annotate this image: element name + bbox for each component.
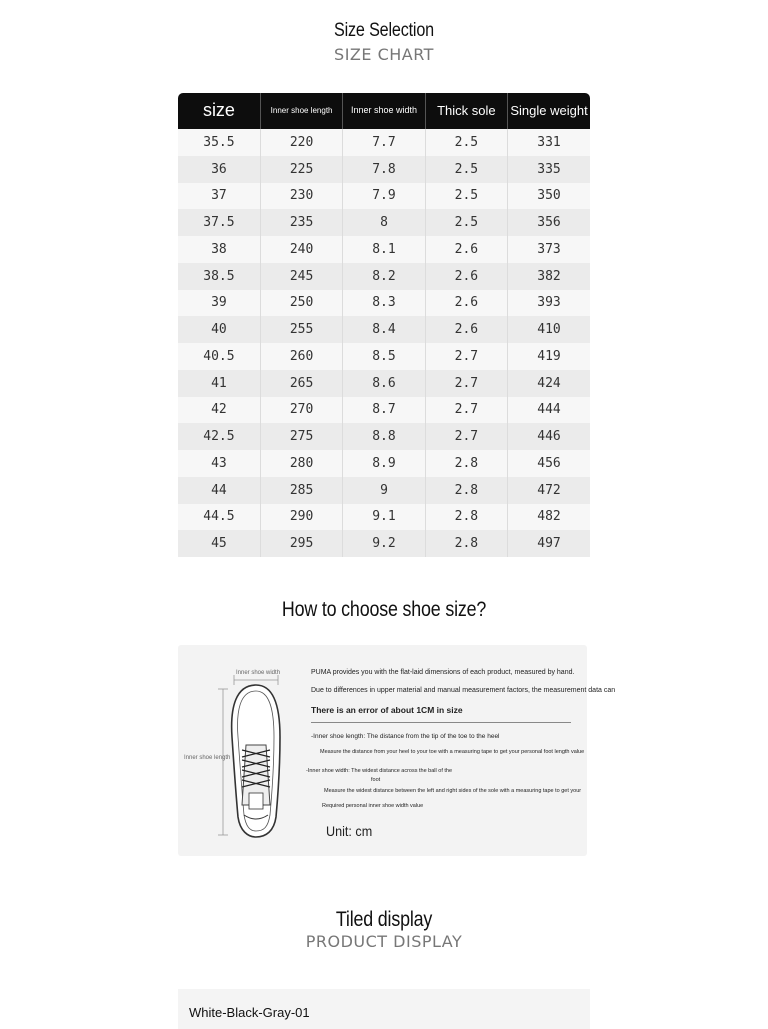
table-cell: 350 [508,183,590,210]
table-cell: 373 [508,236,590,263]
table-cell: 285 [260,477,342,504]
table-cell: 8.4 [343,316,425,343]
table-row [178,477,590,504]
table-cell: 8.2 [343,263,425,290]
table-cell: 8.3 [343,290,425,317]
table-cell: 8.5 [343,343,425,370]
product-display-subtitle: PRODUCT DISPLAY [305,932,463,951]
variant-bar [178,989,590,1029]
table-cell: 2.8 [425,450,507,477]
table-row [178,450,590,477]
table-row [178,129,590,156]
size-chart-subtitle: SIZE CHART [334,45,434,64]
measurement-guide-panel [178,645,616,856]
table-cell: 260 [260,343,342,370]
table-cell: 44 [178,477,260,504]
table-cell: 2.7 [425,370,507,397]
table-row [178,209,590,236]
table-cell: 2.8 [425,530,507,557]
table-cell: 38 [178,236,260,263]
table-cell: 42.5 [178,423,260,450]
table-cell: 225 [260,156,342,183]
guide-line-5: Measure the distance from your heel to your toe with a measuring tape to get your personal foot length value [320,749,585,755]
table-cell: 7.8 [343,156,425,183]
table-cell: 265 [260,370,342,397]
table-cell: 444 [508,397,590,424]
table-cell: 2.6 [425,290,507,317]
table-cell: 270 [260,397,342,424]
table-cell: 419 [508,343,590,370]
inner-length-label: Inner shoe length [184,755,231,761]
table-cell: 2.5 [425,156,507,183]
guide-line-8: Required personal inner shoe width value [322,803,424,809]
table-cell: 8.6 [343,370,425,397]
guide-line-2: Due to differences in upper material and manual measurement factors, the measurement data can [311,687,616,694]
table-row [178,156,590,183]
table-cell: 39 [178,290,260,317]
table-cell: 2.7 [425,343,507,370]
table-cell: 7.9 [343,183,425,210]
table-cell: 290 [260,504,342,531]
table-cell: 8.7 [343,397,425,424]
table-cell: 9.2 [343,530,425,557]
table-cell: 37 [178,183,260,210]
variant-label: White-Black-Gray-01 [189,1005,310,1020]
size-selection-title: Size Selection [334,20,434,41]
table-cell: 36 [178,156,260,183]
table-cell: 2.7 [425,397,507,424]
guide-line-1: PUMA provides you with the flat-laid dimensions of each product, measured by hand. [311,669,575,676]
table-cell: 2.7 [425,423,507,450]
inner-width-label: Inner shoe width [236,670,281,676]
table-cell: 9.1 [343,504,425,531]
tiled-display-title: Tiled display [335,908,433,931]
guide-line-6: -Inner shoe width: The widest distance across the ball of the [306,768,453,774]
table-cell: 280 [260,450,342,477]
guide-line-4: -Inner shoe length: The distance from the tip of the toe to the heel [311,733,500,740]
table-cell: 41 [178,370,260,397]
header-thick-sole: Thick sole [425,93,507,129]
table-cell: 410 [508,316,590,343]
table-cell: 2.6 [425,236,507,263]
table-cell: 446 [508,423,590,450]
table-cell: 275 [260,423,342,450]
table-cell: 235 [260,209,342,236]
table-cell: 2.5 [425,129,507,156]
table-row [178,423,590,450]
table-row [178,236,590,263]
table-cell: 335 [508,156,590,183]
table-cell: 393 [508,290,590,317]
table-cell: 220 [260,129,342,156]
table-cell: 424 [508,370,590,397]
table-row [178,530,590,557]
table-cell: 2.8 [425,477,507,504]
table-cell: 245 [260,263,342,290]
table-cell: 35.5 [178,129,260,156]
header-inner-width: Inner shoe width [343,93,425,129]
table-cell: 40 [178,316,260,343]
table-cell: 44.5 [178,504,260,531]
table-cell: 356 [508,209,590,236]
table-cell: 230 [260,183,342,210]
how-to-choose-title: How to choose shoe size? [281,598,487,621]
header-single-weight: Single weight [508,93,590,129]
table-row [178,370,590,397]
table-cell: 382 [508,263,590,290]
table-cell: 38.5 [178,263,260,290]
table-row [178,397,590,424]
table-cell: 8 [343,209,425,236]
divider [311,722,571,723]
table-cell: 2.6 [425,316,507,343]
table-cell: 472 [508,477,590,504]
guide-line-6b: foot [371,777,381,783]
table-cell: 2.6 [425,263,507,290]
table-row [178,504,590,531]
table-cell: 43 [178,450,260,477]
header-size: size [178,93,260,129]
table-cell: 45 [178,530,260,557]
table-cell: 42 [178,397,260,424]
table-cell: 255 [260,316,342,343]
table-cell: 7.7 [343,129,425,156]
table-row [178,316,590,343]
table-header-row [178,93,590,129]
table-cell: 2.5 [425,209,507,236]
guide-line-3: There is an error of about 1CM in size [311,705,463,715]
table-cell: 2.5 [425,183,507,210]
table-cell: 2.8 [425,504,507,531]
table-cell: 8.9 [343,450,425,477]
table-cell: 331 [508,129,590,156]
table-row [178,290,590,317]
unit-label: Unit: cm [326,823,373,839]
table-cell: 40.5 [178,343,260,370]
guide-line-7: Measure the widest distance between the left and right sides of the sole with a measuring tape to get your [324,788,582,794]
table-cell: 8.1 [343,236,425,263]
table-cell: 250 [260,290,342,317]
table-cell: 9 [343,477,425,504]
table-cell: 456 [508,450,590,477]
table-row [178,263,590,290]
table-cell: 8.8 [343,423,425,450]
size-chart-table [178,93,590,557]
table-cell: 482 [508,504,590,531]
table-cell: 37.5 [178,209,260,236]
table-body [178,129,590,557]
table-cell: 295 [260,530,342,557]
table-cell: 240 [260,236,342,263]
table-row [178,343,590,370]
table-cell: 497 [508,530,590,557]
table-row [178,183,590,210]
header-inner-length: Inner shoe length [260,93,342,129]
shoe-diagram [178,645,308,856]
